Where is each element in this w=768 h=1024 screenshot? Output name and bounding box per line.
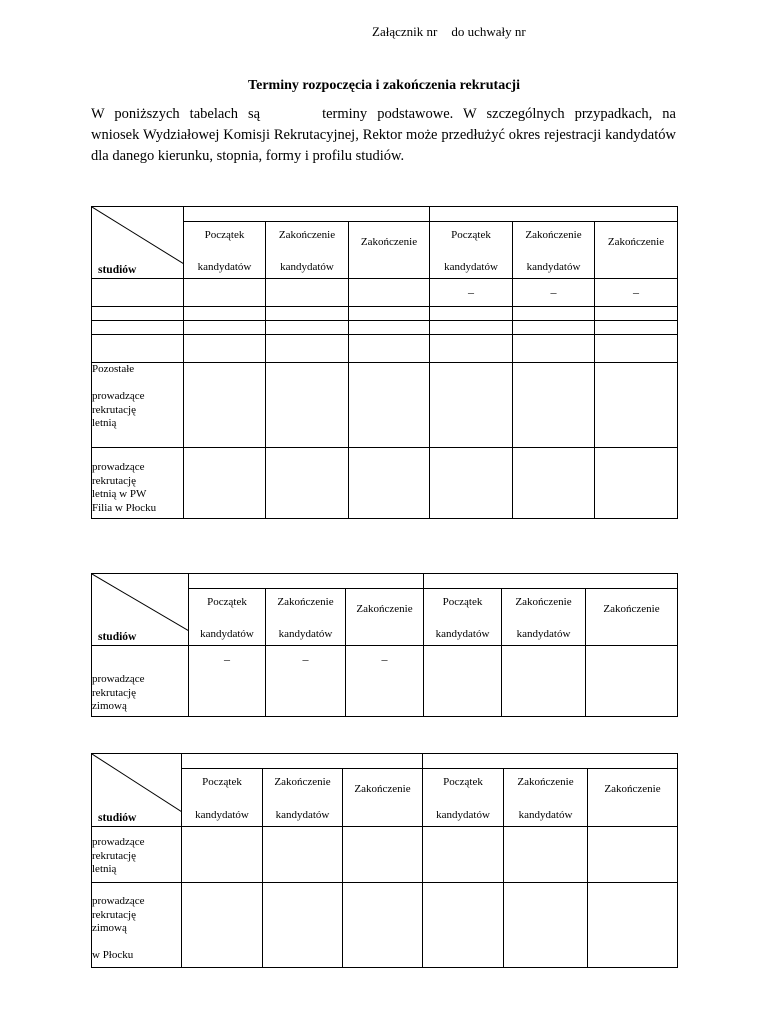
group-header-1 (189, 574, 424, 589)
col-end-b: Zakończenie kandydatów (513, 222, 595, 279)
table-row (92, 279, 678, 307)
group-header-2 (430, 207, 678, 222)
col-end-2-b: Zakończenie (586, 589, 678, 646)
col-end-2: Zakończenie (346, 589, 424, 646)
dash-cell: – (595, 279, 678, 307)
dash-cell: – (513, 279, 595, 307)
col-end-2-b: Zakończenie (595, 222, 678, 279)
group-header-1 (182, 754, 423, 769)
dash-cell: – (430, 279, 513, 307)
intro-part-1: W poniższych tabelach są (91, 106, 261, 122)
table-row (92, 883, 678, 968)
corner-cell (92, 574, 189, 646)
intro-part-2: terminy podstawowe. W szczególnych przypadkach, na wniosek Wydziałowej Komisji Rekrutacyjnej, Rektor może przedłużyć okres rejestracji kandydatów dla danego kierunku, stopnia, formy i profilu studiów. (91, 106, 676, 164)
schedule-table-1 (91, 206, 678, 519)
attachment-label: Załącznik nr (372, 24, 438, 39)
col-start-b: Początek kandydatów (424, 589, 502, 646)
row-label-zimowa-plock: prowadzące rekrutację zimową w Płocku (92, 883, 182, 968)
corner-label: studiów (98, 631, 137, 643)
col-end-2: Zakończenie (349, 222, 430, 279)
table-row (92, 321, 678, 335)
schedule-table-3 (91, 753, 678, 968)
corner-label: studiów (98, 812, 137, 824)
col-start: Początek kandydatów (189, 589, 266, 646)
row-label-zimowa: prowadzące rekrutację zimową (92, 646, 189, 717)
col-start-b: Początek kandydatów (423, 769, 504, 827)
row-label-letnia: prowadzące rekrutację letnią (92, 827, 182, 883)
table-row (92, 827, 678, 883)
corner-cell (92, 754, 182, 827)
dash-cell: – (346, 646, 424, 717)
col-end-2: Zakończenie (343, 769, 423, 827)
table-row (92, 363, 678, 448)
dash-cell: – (189, 646, 266, 717)
col-start-b: Początek kandydatów (430, 222, 513, 279)
group-header-1 (184, 207, 430, 222)
col-start: Początek kandydatów (182, 769, 263, 827)
table-row (92, 448, 678, 519)
col-end: Zakończenie kandydatów (263, 769, 343, 827)
group-header-2 (424, 574, 678, 589)
corner-cell (92, 207, 184, 279)
col-end: Zakończenie kandydatów (266, 222, 349, 279)
table-row (92, 307, 678, 321)
col-start: Początek kandydatów (184, 222, 266, 279)
table-row (92, 335, 678, 363)
resolution-label: do uchwały nr (451, 24, 526, 39)
col-end-b: Zakończenie kandydatów (502, 589, 586, 646)
dash-cell: – (266, 646, 346, 717)
intro-paragraph (91, 104, 676, 167)
group-header-2 (423, 754, 678, 769)
schedule-table-2 (91, 573, 678, 717)
table-row (92, 646, 678, 717)
row-label-plock: prowadzące rekrutację letnią w PW Filia w Płocku (92, 448, 184, 519)
document-title: Terminy rozpoczęcia i zakończenia rekrutacji (248, 78, 520, 93)
col-end-b: Zakończenie kandydatów (504, 769, 588, 827)
col-end-2-b: Zakończenie (588, 769, 678, 827)
row-label-pozostale: Pozostałe prowadzące rekrutację letnią (92, 363, 184, 448)
corner-label: studiów (98, 264, 137, 276)
attachment-header (372, 24, 526, 40)
col-end: Zakończenie kandydatów (266, 589, 346, 646)
